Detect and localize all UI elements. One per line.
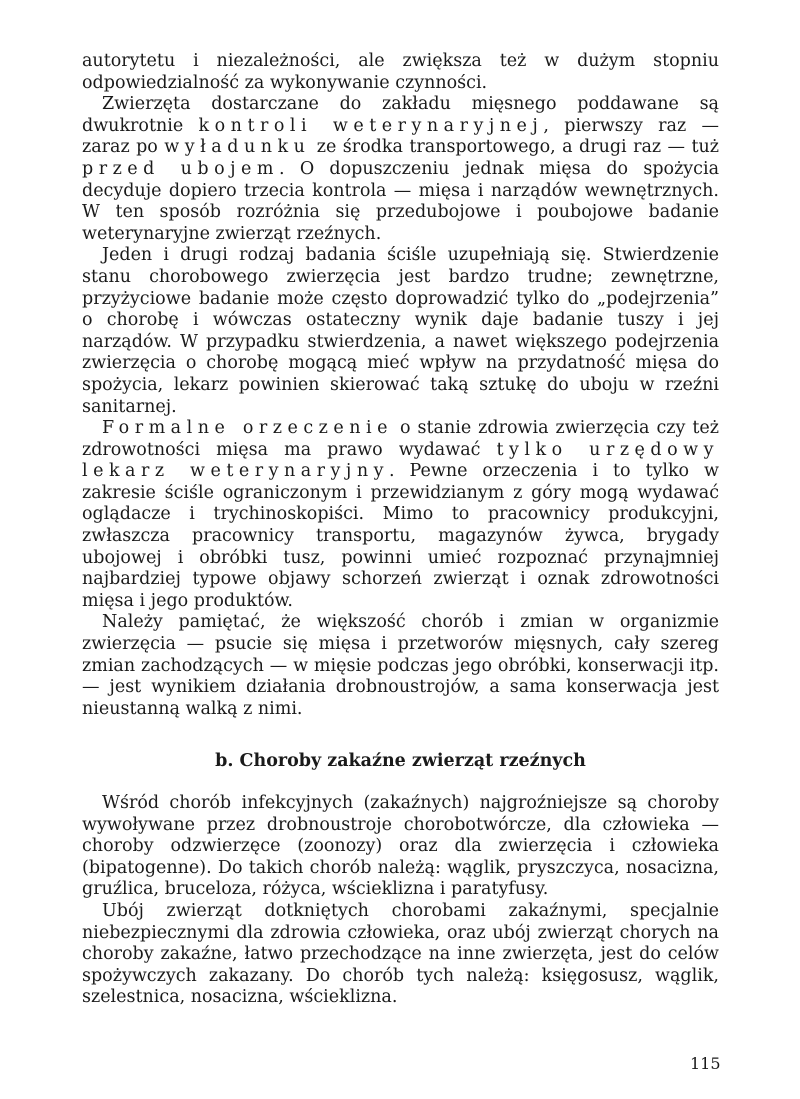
paragraph-text: Należy pamiętać, że większość chorób i zmian w organizmie zwierzęcia — psucie się mięsa i przetworów mięsnych, cały szereg zmian zachodzących — w mięsie podczas jego obróbki, konserwacji itp. — jest wynikiem działania drobnoustrojów, a sama konserwacja jest nieustanną walką z nimi.	[82, 612, 719, 719]
paragraph-text: autorytetu i niezależności, ale zwiększa też w dużym stopniu odpowiedzialność za wykonywanie czynności.	[82, 51, 719, 93]
paragraph-text: o stanie zdrowia zwierzęcia czy też zdrowotności mięsa ma prawo wydawać	[82, 418, 720, 460]
text-block-top	[82, 51, 719, 720]
paragraph	[82, 901, 719, 1009]
paragraph-text: , pierwszy raz — zaraz po	[82, 115, 720, 158]
paragraph	[82, 245, 719, 418]
paragraph	[82, 793, 719, 901]
paragraph-text: Jeden i drugi rodzaj badania ściśle uzupełniają się. Stwierdzenie stanu chorobowego zwierzęcia jest bardzo trudne; zewnętrzne, przyżyciowe badanie może często doprowadzić tylko do „podejrzenia” o chorobę i wówczas ostateczny wynik daje badanie tuszy i jej narządów. W przypadku stwierdzenia, a nawet większego podejrzenia zwierzęcia o chorobę mogącą mieć wpływ na przydatność mięsa do spożycia, lekarz powinien skierować taką sztukę do uboju w rzeźni sanitarnej.	[82, 245, 719, 417]
section-heading: b. Choroby zakaźne zwierząt rzeźnych	[215, 751, 586, 771]
emphasized-text: przed ubojem	[82, 158, 279, 179]
paragraph-text: Ubój zwierząt dotkniętych chorobami zakaźnymi, specjalnie niebezpiecznymi dla zdrowia człowieka, oraz ubój zwierząt chorych na choroby zakaźne, łatwo przechodzące na inne zwierzęta, jest do celów spożywczych zakazany. Do chorób tych należą: księgosusz, wąglik, szelestnica, nosacizna, wścieklizna.	[82, 900, 719, 1008]
paragraph	[82, 612, 719, 720]
emphasized-text: Formalne orzeczenie	[102, 418, 393, 439]
paragraph-text: ze środka transportowego, a drugi raz — tuż	[310, 137, 719, 158]
text-block-bottom	[82, 793, 719, 1009]
paragraph-text: . Pewne orzeczenia i to tylko w zakresie ściśle ograniczonym i przewidzianym z góry mogą wydawać oglądacze i trychinoskopiści. Mimo to pracownicy produkcyjni, zwłaszcza pracownicy transportu, magazynów żywca, brygady ubojowej i obróbki tusz, powinni umieć rozpoznać przynajmniej najbardziej typowe objawy schorzeń zwierząt i oznak zdrowotności mięsa i jego produktów.	[82, 461, 719, 611]
emphasized-text: wyładunku	[164, 137, 311, 158]
paragraph	[82, 418, 719, 612]
emphasized-text: tylko urzędowy lekarz weterynaryjny	[82, 439, 719, 482]
paragraph-text: Zwierzęta dostarczane do zakładu mięsnego poddawane są dwukrotnie	[82, 94, 719, 136]
paragraph	[82, 94, 719, 245]
emphasized-text: kontroli weterynaryjnej	[198, 115, 544, 136]
paragraph-text: Wśród chorób infekcyjnych (zakaźnych) najgroźniejsze są choroby wywoływane przez drobnoustroje chorobotwórcze, dla człowieka — choroby odzwierzęce (zoonozy) oraz dla zwierzęcia i człowieka (bipatogenne). Do takich chorób należą: wąglik, pryszczyca, nosacizna, gruźlica, bruceloza, różyca, wścieklizna i paratyfusy.	[82, 793, 719, 900]
paragraph	[82, 51, 719, 94]
page-number: 115	[690, 1054, 721, 1073]
paragraph-text: . O dopuszczeniu jednak mięsa do spożycia decyduje dopiero trzecia kontrola — mięsa i narządów wewnętrznych. W ten sposób rozróżnia się przedubojowe i poubojowe badanie weterynaryjne zwierząt rzeźnych.	[82, 158, 720, 244]
